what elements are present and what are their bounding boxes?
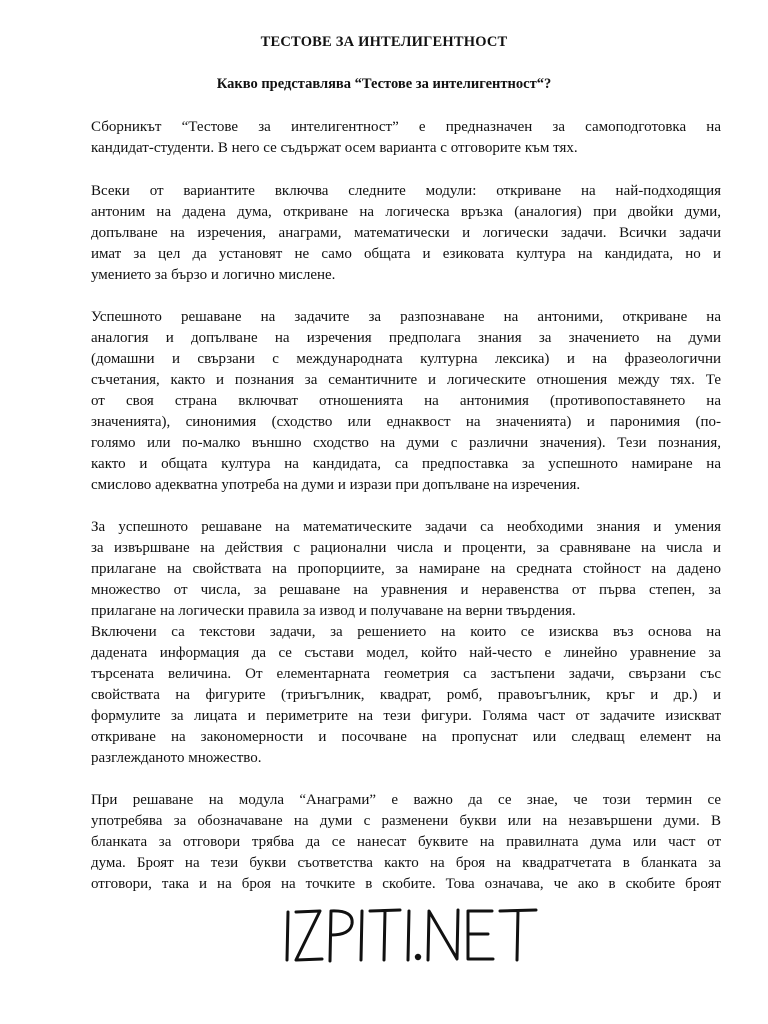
paragraph-anagrams <box>91 790 721 895</box>
text-line: кандидат-студенти. В него се съдържат осем варианта с отговорите към тях. <box>91 140 578 156</box>
text-line: бланката за отговори трябва да се нанесат буквите на правилната дума или част от <box>91 834 721 850</box>
text-line: съчетания, както и познания за семантичните и логическите отношения между тях. Те <box>91 372 721 388</box>
text-line: антоним на дадена дума, откриване на логическа връзка (аналогия) при двойки думи, <box>91 204 721 220</box>
text-line: както и общата култура на кандидата, са предпоставка за успешното намиране на <box>91 456 721 472</box>
text-line: прилагане на логически правила за извод и получаване на верни твърдения. <box>91 603 576 619</box>
paragraph-modules <box>91 181 721 286</box>
text-line: имат за цел да установят не само общата и езиковата култура на кандидата, но и <box>91 246 721 262</box>
page-subtitle: Какво представлява “Тестове за интелигентност“? <box>216 76 552 92</box>
text-line: Сборникът “Тестове за интелигентност” е предназначен за самоподготовка на <box>91 119 721 135</box>
text-line: търсената величина. От елементарната геометрия са застъпени задачи, свързани със <box>91 666 721 682</box>
text-line: отговори, така и на броя на точките в скобите. Това означава, че ако в скобите броят <box>91 876 721 892</box>
text-line: голямо или по-малко външно сходство на думи с различни значения). Тези познания, <box>91 435 721 451</box>
text-line: аналогия и допълване на изречения предполага знания за значението на думи <box>91 330 721 346</box>
text-line: дадената информация да се състави модел, който най-често е линейно уравнение за <box>91 645 721 661</box>
text-line: употребява за обозначаване на думи с разменени букви или на незавършени думи. В <box>91 813 721 829</box>
text-line: свойствата на фигурите (триъгълник, квадрат, ромб, правоъгълник, кръг и др.) и <box>91 687 721 703</box>
text-line: множество от числа, за решаване на уравнения и неравенства от първа степен, за <box>91 582 721 598</box>
text-line: значенията), синонимия (сходство или еднаквост на значенията) и паронимия (по- <box>91 414 721 430</box>
paragraph-math <box>91 517 721 769</box>
text-line: прилагане на свойствата на пропорциите, за намиране на средната стойност на дадено <box>91 561 721 577</box>
text-line: откриване на закономерности и посочване на пропуснат или следващ елемент на <box>91 729 721 745</box>
text-line: формулите за лицата и периметрите на тези фигури. Голяма част от задачите изискват <box>91 708 721 724</box>
paragraph-antonyms <box>91 307 721 496</box>
text-line: разглежданото множество. <box>91 750 262 766</box>
text-line: умението за бързо и логично мислене. <box>91 267 336 283</box>
text-line: за извършване на действия с рационални числа и проценти, за сравняване на числа и <box>91 540 721 556</box>
text-line: За успешното решаване на математическите задачи са необходими знания и умения <box>91 519 721 535</box>
text-line: смислово адекватна употреба на думи и изрази при допълване на изречения. <box>91 477 581 493</box>
paragraph-intro <box>91 117 721 159</box>
text-line: дума. Броят на тези букви съответства както на броя на квадратчетата в бланката за <box>91 855 721 871</box>
text-line: Всеки от вариантите включва следните модули: откриване на най-подходящия <box>91 183 721 199</box>
text-line: При решаване на модула “Анаграми” е важно да се знае, че този термин се <box>91 792 721 808</box>
text-line: Успешното решаване на задачите за разпознаване на антоними, откриване на <box>91 309 721 325</box>
page-title: ТЕСТОВЕ ЗА ИНТЕЛИГЕНТНОСТ <box>260 34 508 50</box>
text-line: (домашни и свързани с международната културна лексика) и на фразеологични <box>91 351 721 367</box>
text-line: допълване на изречения, анаграми, математически и логически задачи. Всички задачи <box>91 225 721 241</box>
text-line: от своя страна включват отношенията на антонимия (противопоставянето на <box>91 393 721 409</box>
text-line: Включени са текстови задачи, за решението на които се изисква въз основа на <box>91 624 721 640</box>
izpiti-net-logo <box>282 902 542 968</box>
